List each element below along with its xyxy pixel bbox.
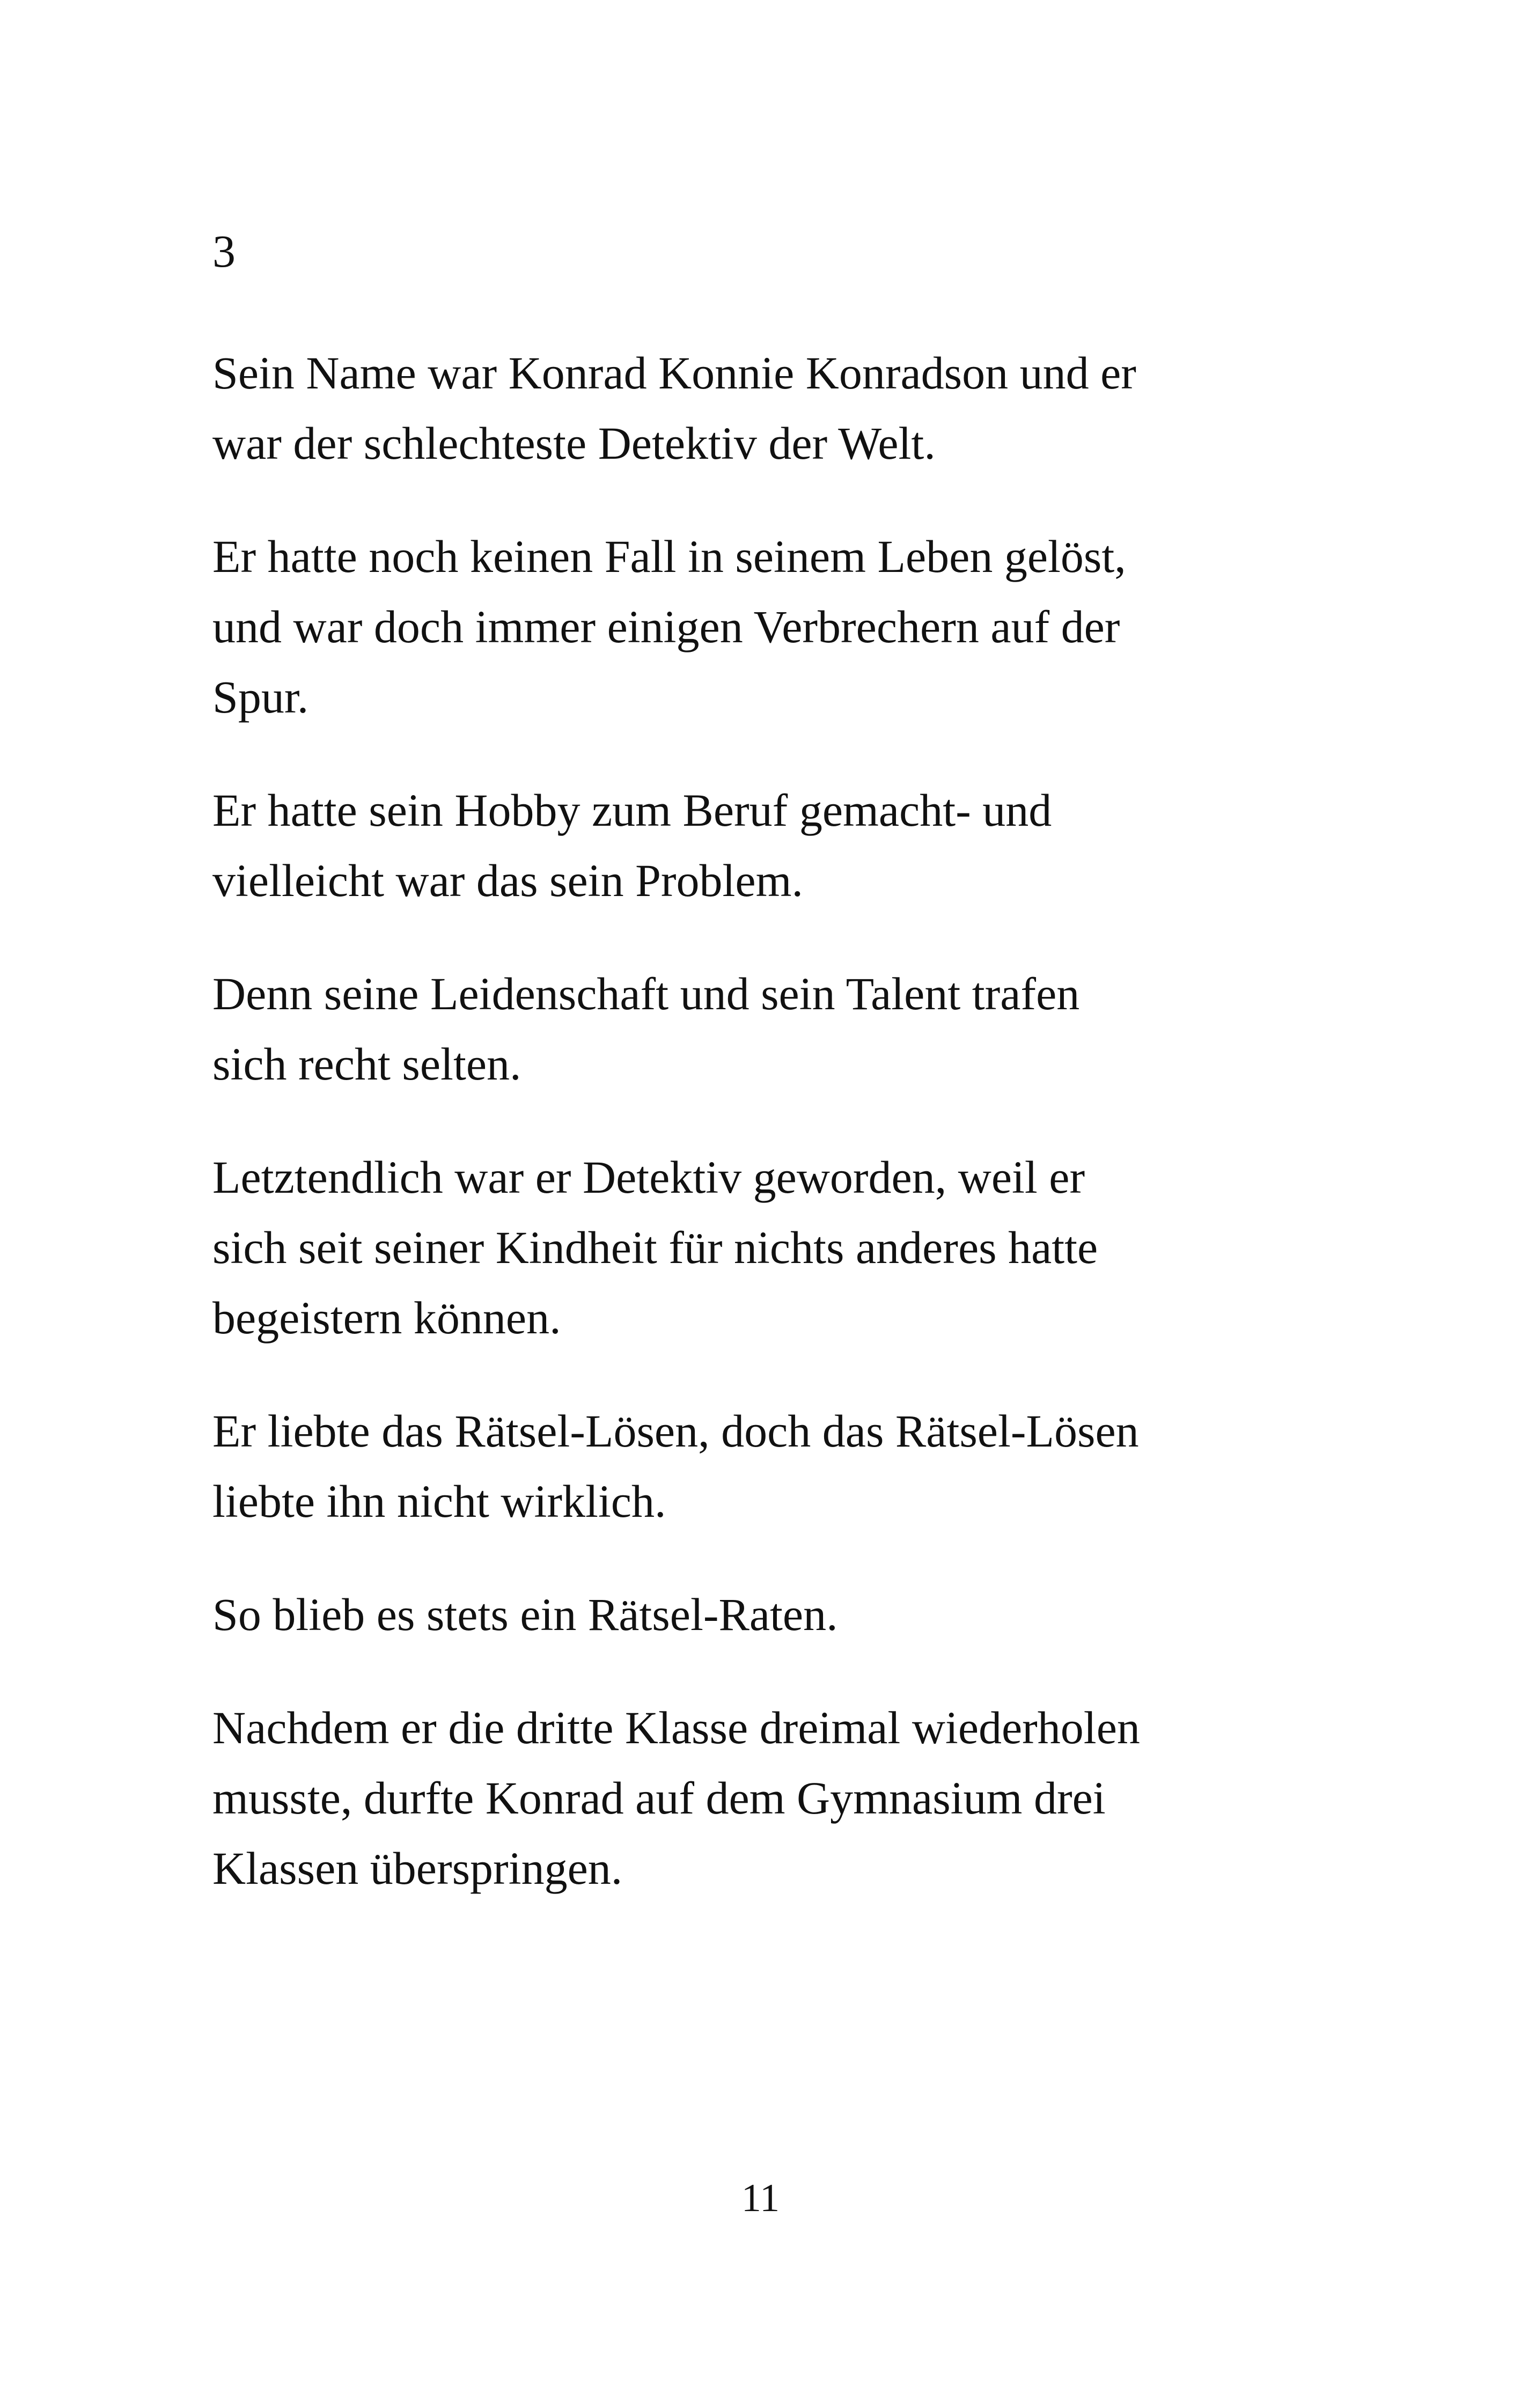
text-line: liebte ihn nicht wirklich. bbox=[212, 1475, 666, 1527]
chapter-number: 3 bbox=[212, 225, 236, 277]
text-line: begeistern können. bbox=[212, 1292, 561, 1344]
text-line: Letztendlich war er Detektiv geworden, weil er bbox=[212, 1151, 1085, 1203]
text-line: Nachdem er die dritte Klasse dreimal wiederholen bbox=[212, 1702, 1140, 1753]
paragraph bbox=[212, 1580, 1334, 1650]
text-line: sich recht selten. bbox=[212, 1038, 521, 1090]
page-number: 11 bbox=[741, 2176, 780, 2220]
text-line: war der schlechteste Detektiv der Welt. bbox=[212, 417, 936, 469]
body-text bbox=[212, 338, 1334, 1947]
paragraph bbox=[212, 959, 1334, 1099]
text-line: musste, durfte Konrad auf dem Gymnasium drei bbox=[212, 1772, 1106, 1824]
paragraph bbox=[212, 522, 1334, 732]
text-line: Klassen überspringen. bbox=[212, 1842, 623, 1894]
text-line: Sein Name war Konrad Konnie Konradson und er bbox=[212, 347, 1136, 399]
paragraph bbox=[212, 1396, 1334, 1537]
text-line: und war doch immer einigen Verbrechern auf der bbox=[212, 601, 1120, 652]
text-line: vielleicht war das sein Problem. bbox=[212, 855, 803, 906]
text-line: So blieb es stets ein Rätsel-Raten. bbox=[212, 1589, 838, 1640]
text-line: Er hatte sein Hobby zum Beruf gemacht- und bbox=[212, 784, 1052, 836]
text-line: Denn seine Leidenschaft und sein Talent trafen bbox=[212, 968, 1080, 1019]
text-line: Er hatte noch keinen Fall in seinem Leben gelöst, bbox=[212, 531, 1126, 582]
text-line: sich seit seiner Kindheit für nichts anderes hatte bbox=[212, 1222, 1098, 1273]
text-line: Spur. bbox=[212, 671, 309, 723]
paragraph bbox=[212, 1142, 1334, 1353]
paragraph bbox=[212, 775, 1334, 916]
text-line: Er liebte das Rätsel-Lösen, doch das Rätsel-Lösen bbox=[212, 1405, 1139, 1457]
paragraph bbox=[212, 338, 1334, 479]
paragraph bbox=[212, 1693, 1334, 1904]
